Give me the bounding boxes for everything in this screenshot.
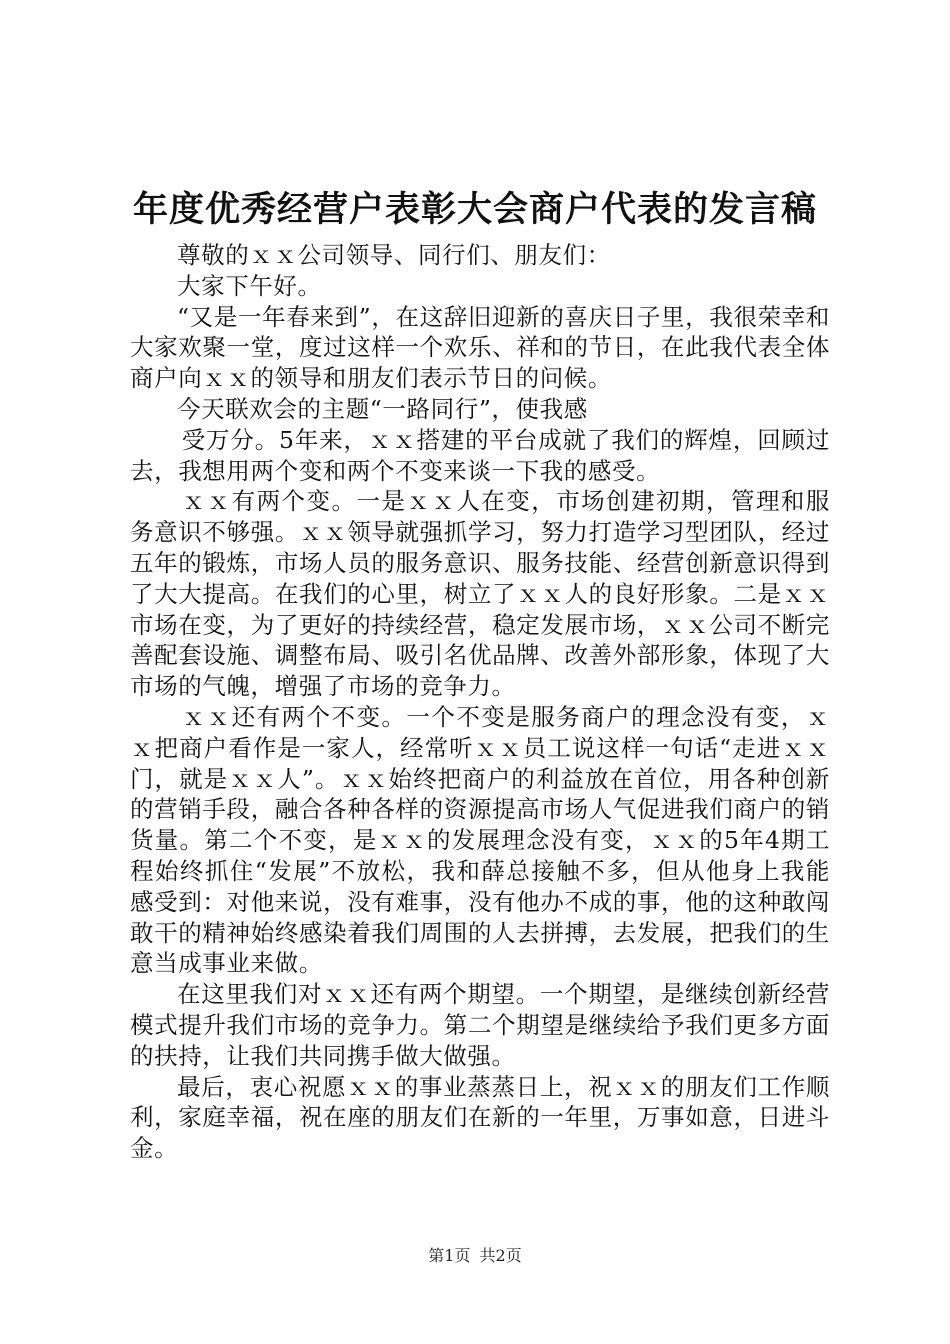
greeting: 大家下午好。 [177, 271, 322, 300]
salutation: 尊敬的ｘｘ公司领导、同行们、朋友们： [177, 241, 611, 269]
paragraph-opening: “又是一年春来到”，在这辞旧迎新的喜庆日子里，我很荣幸和大家欢聚一堂，度过这样一个欢乐、祥和的节日，在此我代表全体商户向ｘｘ的领导和朋友们表示节日的问候。 [130, 302, 830, 393]
paragraph-closing: 最后，衷心祝愿ｘｘ的事业蒸蒸日上，祝ｘｘ的朋友们工作顺利，家庭幸福，祝在座的朋友们在新的一年里，万事如意，日进斗金。 [130, 1072, 830, 1163]
paragraph-two-changes: ｘｘ有两个变。一是ｘｘ人在变，市场创建初期，管理和服务意识不够强。ｘｘ领导就强抓学习，努力打造学习型团队，经过五年的锻炼，市场人员的服务意识、服务技能、经营创新意识得到了大大提高。在我们的心里，树立了ｘｘ人的良好形象。二是ｘｘ市场在变，为了更好的持续经营，稳定发展市场，ｘｘ公司不断完善配套设施、调整布局、吸引名优品牌、改善外部形象，体现了大市场的气魄，增强了市场的竞争力。 [130, 487, 830, 701]
paragraph-two-constants: ｘｘ还有两个不变。一个不变是服务商户的理念没有变，ｘｘ把商户看作是一家人，经常听ｘｘ员工说这样一句话“走进ｘｘ门，就是ｘｘ人”。ｘｘ始终把商户的利益放在首位，用各种创新的营销手段，融合各种各样的资源提高市场人气促进我们商户的销货量。第二个不变，是ｘｘ的发展理念没有变，ｘｘ的5年4期工程始终抓住“发展”不放松，我和薛总接触不多，但从他身上我能感受到：对他来说，没有难事，没有他办不成的事，他的这种敢闯敢干的精神始终感染着我们周围的人去拼搏，去发展，把我们的生意当成事业来做。 [130, 702, 830, 978]
document-title: 年度优秀经营户表彰大会商户代表的发言稿 [132, 189, 817, 230]
paragraph-theme: 今天联欢会的主题“一路同行”，使我感 [177, 394, 588, 423]
paragraph-review: 受万分。5年来，ｘｘ搭建的平台成就了我们的辉煌，回顾过去，我想用两个变和两个不变来谈一下我的感受。 [130, 425, 830, 485]
paragraph-expectations: 在这里我们对ｘｘ还有两个期望。一个期望，是继续创新经营模式提升我们市场的竞争力。第二个期望是继续给予我们更多方面的扶持，让我们共同携手做大做强。 [130, 980, 830, 1070]
page-number-footer: 第1页 共2页 [428, 1246, 522, 1265]
document-body [130, 240, 830, 1164]
